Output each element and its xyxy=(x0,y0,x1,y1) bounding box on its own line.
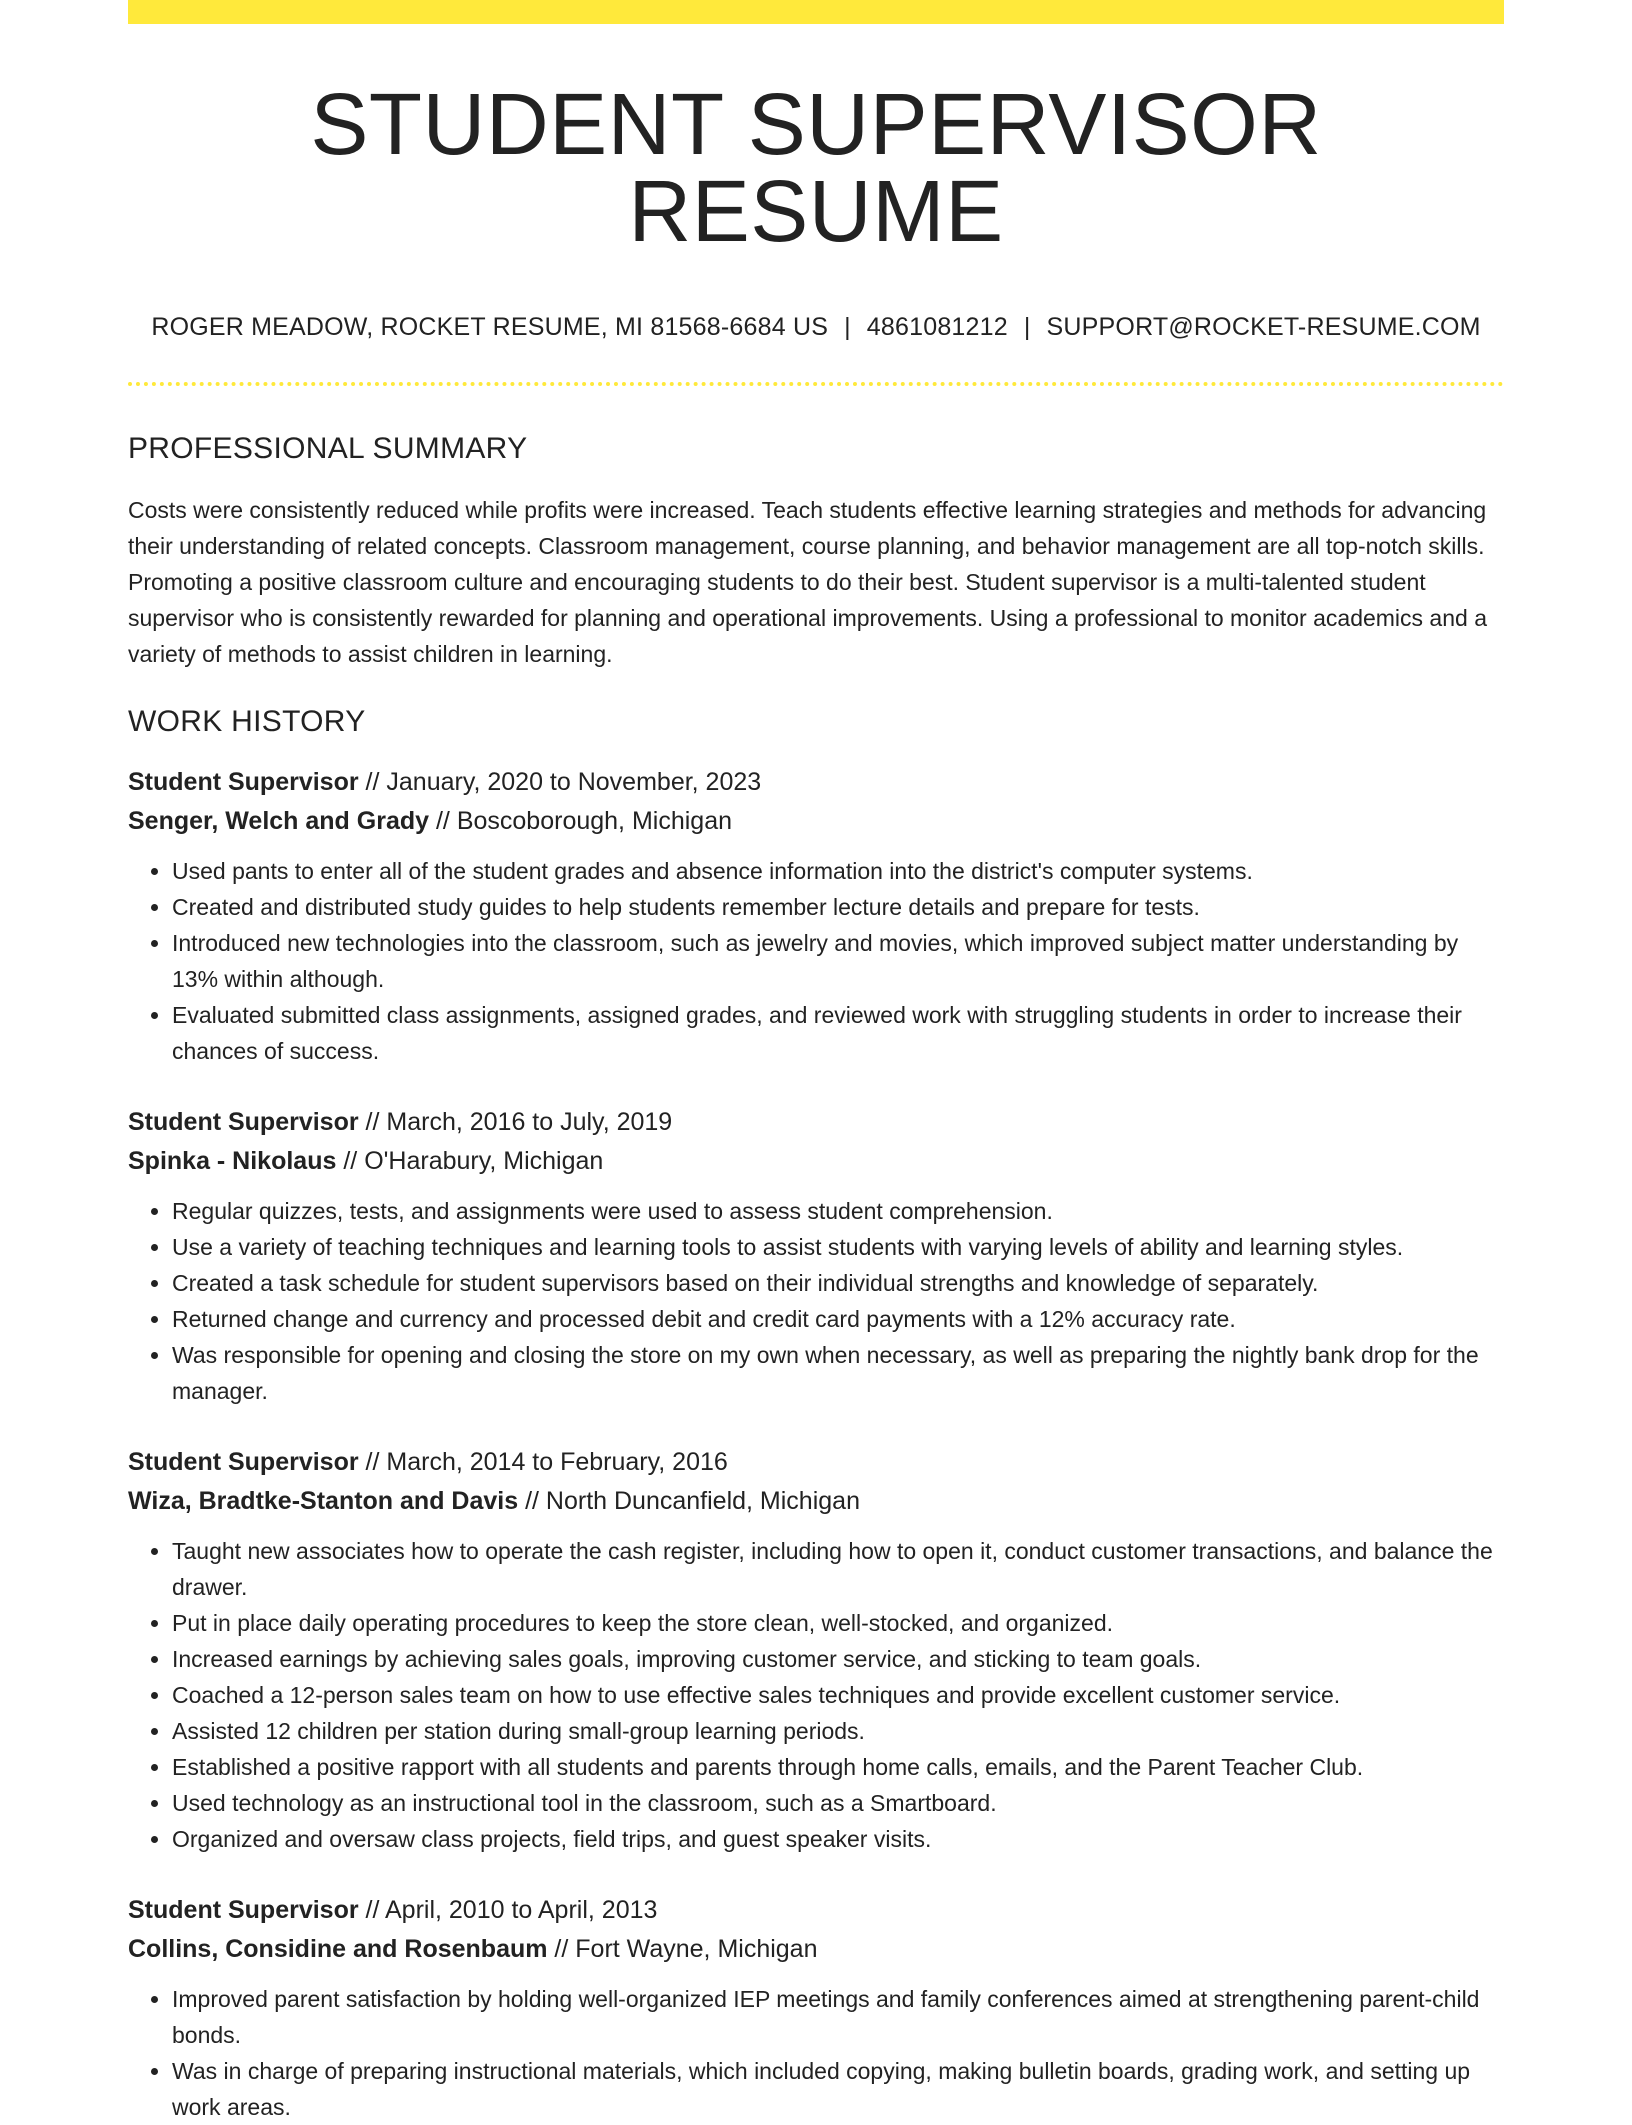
job-divider: // xyxy=(358,1108,387,1136)
job-location: Boscoborough, Michigan xyxy=(456,807,732,835)
job-company-line xyxy=(128,1482,1504,1521)
job-bullet: • Was responsible for opening and closing the store on my own when necessary, as well as preparing the nightly bank drop for the manager. xyxy=(172,1337,1504,1409)
job-bullet: • Was in charge of preparing instructional materials, which included copying, making bulletin boards, grading work, and setting up work areas. xyxy=(172,2053,1504,2125)
job-bullet: • Organized and oversaw class projects, field trips, and guest speaker visits. xyxy=(172,1821,1504,1857)
job-divider: // xyxy=(547,1935,576,1963)
job-bullet: • Created a task schedule for student supervisors based on their individual strengths and knowledge of separately. xyxy=(172,1265,1504,1301)
summary-text: Costs were consistently reduced while profits were increased. Teach students effective learning strategies and methods for advancing their understanding of related concepts. Classroom management, course planning, and behavior management are all top-notch skills. Promoting a positive classroom culture and encouraging students to do their best. Student supervisor is a multi-talented student supervisor who is consistently rewarded for planning and operational improvements. Using a professional to monitor academics and a variety of methods to assist children in learning. xyxy=(128,497,1487,667)
job-divider: // xyxy=(358,1896,385,1924)
header-divider xyxy=(128,382,1504,386)
job-title-line xyxy=(128,1103,1504,1142)
job-bullet: • Returned change and currency and processed debit and credit card payments with a 12% accuracy rate. xyxy=(172,1301,1504,1337)
job-bullet: • Put in place daily operating procedures to keep the store clean, well-stocked, and organized. xyxy=(172,1605,1504,1641)
job-location: North Duncanfield, Michigan xyxy=(545,1487,860,1515)
job-title-line xyxy=(128,763,1504,802)
job-entry xyxy=(128,1443,1504,1857)
job-entry xyxy=(128,763,1504,1069)
work-history-heading: WORK HISTORY xyxy=(128,705,366,738)
contact-email: SUPPORT@ROCKET-RESUME.COM xyxy=(1046,313,1481,341)
job-title: Student Supervisor xyxy=(128,1108,359,1136)
job-company-line xyxy=(128,802,1504,841)
job-title: Student Supervisor xyxy=(128,1448,359,1476)
job-title-line xyxy=(128,1891,1504,1930)
job-bullet: • Introduced new technologies into the classroom, such as jewelry and movies, which improved subject matter understanding by 13% within although. xyxy=(172,925,1504,997)
job-bullets xyxy=(128,1981,1504,2125)
job-bullet: • Regular quizzes, tests, and assignments were used to assess student comprehension. xyxy=(172,1193,1504,1229)
resume-title: STUDENT SUPERVISOR RESUME xyxy=(310,76,1322,260)
job-bullet: • Used technology as an instructional tool in the classroom, such as a Smartboard. xyxy=(172,1785,1504,1821)
job-dates: March, 2014 to February, 2016 xyxy=(386,1448,728,1476)
job-dates: March, 2016 to July, 2019 xyxy=(386,1108,673,1136)
job-divider: // xyxy=(358,1448,387,1476)
job-company: Senger, Welch and Grady xyxy=(128,807,430,835)
contact-line xyxy=(128,313,1504,342)
job-bullet: • Assisted 12 children per station during small-group learning periods. xyxy=(172,1713,1504,1749)
job-company-line xyxy=(128,1930,1504,1969)
summary-heading: PROFESSIONAL SUMMARY xyxy=(128,432,528,465)
job-location: Fort Wayne, Michigan xyxy=(575,1935,818,1963)
job-bullet: • Use a variety of teaching techniques and learning tools to assist students with varying levels of ability and learning styles. xyxy=(172,1229,1504,1265)
job-dates: April, 2010 to April, 2013 xyxy=(385,1896,658,1924)
job-company: Collins, Considine and Rosenbaum xyxy=(128,1935,548,1963)
job-divider: // xyxy=(518,1487,546,1515)
job-company-line xyxy=(128,1142,1504,1181)
contact-separator: | xyxy=(844,313,851,341)
job-entry xyxy=(128,1103,1504,1409)
job-bullet: • Increased earnings by achieving sales goals, improving customer service, and sticking to team goals. xyxy=(172,1641,1504,1677)
top-accent-bar xyxy=(128,0,1504,24)
job-title-line xyxy=(128,1443,1504,1482)
resume-page xyxy=(128,0,1504,2125)
job-bullets xyxy=(128,1533,1504,1857)
job-company: Spinka - Nikolaus xyxy=(128,1147,337,1175)
job-bullets xyxy=(128,853,1504,1069)
job-location: O'Harabury, Michigan xyxy=(364,1147,604,1175)
contact-separator: | xyxy=(1023,313,1031,341)
job-company: Wiza, Bradtke-Stanton and Davis xyxy=(128,1487,519,1515)
contact-address: ROGER MEADOW, ROCKET RESUME, MI 81568-6684 US xyxy=(151,313,829,341)
job-bullet: • Evaluated submitted class assignments, assigned grades, and reviewed work with struggling students in order to increase their chances of success. xyxy=(172,997,1504,1069)
job-title: Student Supervisor xyxy=(128,768,359,796)
job-dates: January, 2020 to November, 2023 xyxy=(386,768,762,796)
job-bullet: • Created and distributed study guides to help students remember lecture details and prepare for tests. xyxy=(172,889,1504,925)
job-divider: // xyxy=(429,807,457,835)
job-bullets xyxy=(128,1193,1504,1409)
job-bullet: • Coached a 12-person sales team on how to use effective sales techniques and provide excellent customer service. xyxy=(172,1677,1504,1713)
job-bullet: • Established a positive rapport with all students and parents through home calls, emails, and the Parent Teacher Club. xyxy=(172,1749,1504,1785)
job-bullet: • Improved parent satisfaction by holding well-organized IEP meetings and family conferences aimed at strengthening parent-child bonds. xyxy=(172,1981,1504,2053)
contact-phone: 4861081212 xyxy=(866,313,1008,341)
job-bullet: • Taught new associates how to operate the cash register, including how to open it, conduct customer transactions, and balance the drawer. xyxy=(172,1533,1504,1605)
job-bullet: • Used pants to enter all of the student grades and absence information into the district's computer systems. xyxy=(172,853,1504,889)
job-title: Student Supervisor xyxy=(128,1896,359,1924)
job-divider: // xyxy=(336,1147,365,1175)
job-divider: // xyxy=(358,768,387,796)
job-entry xyxy=(128,1891,1504,2125)
